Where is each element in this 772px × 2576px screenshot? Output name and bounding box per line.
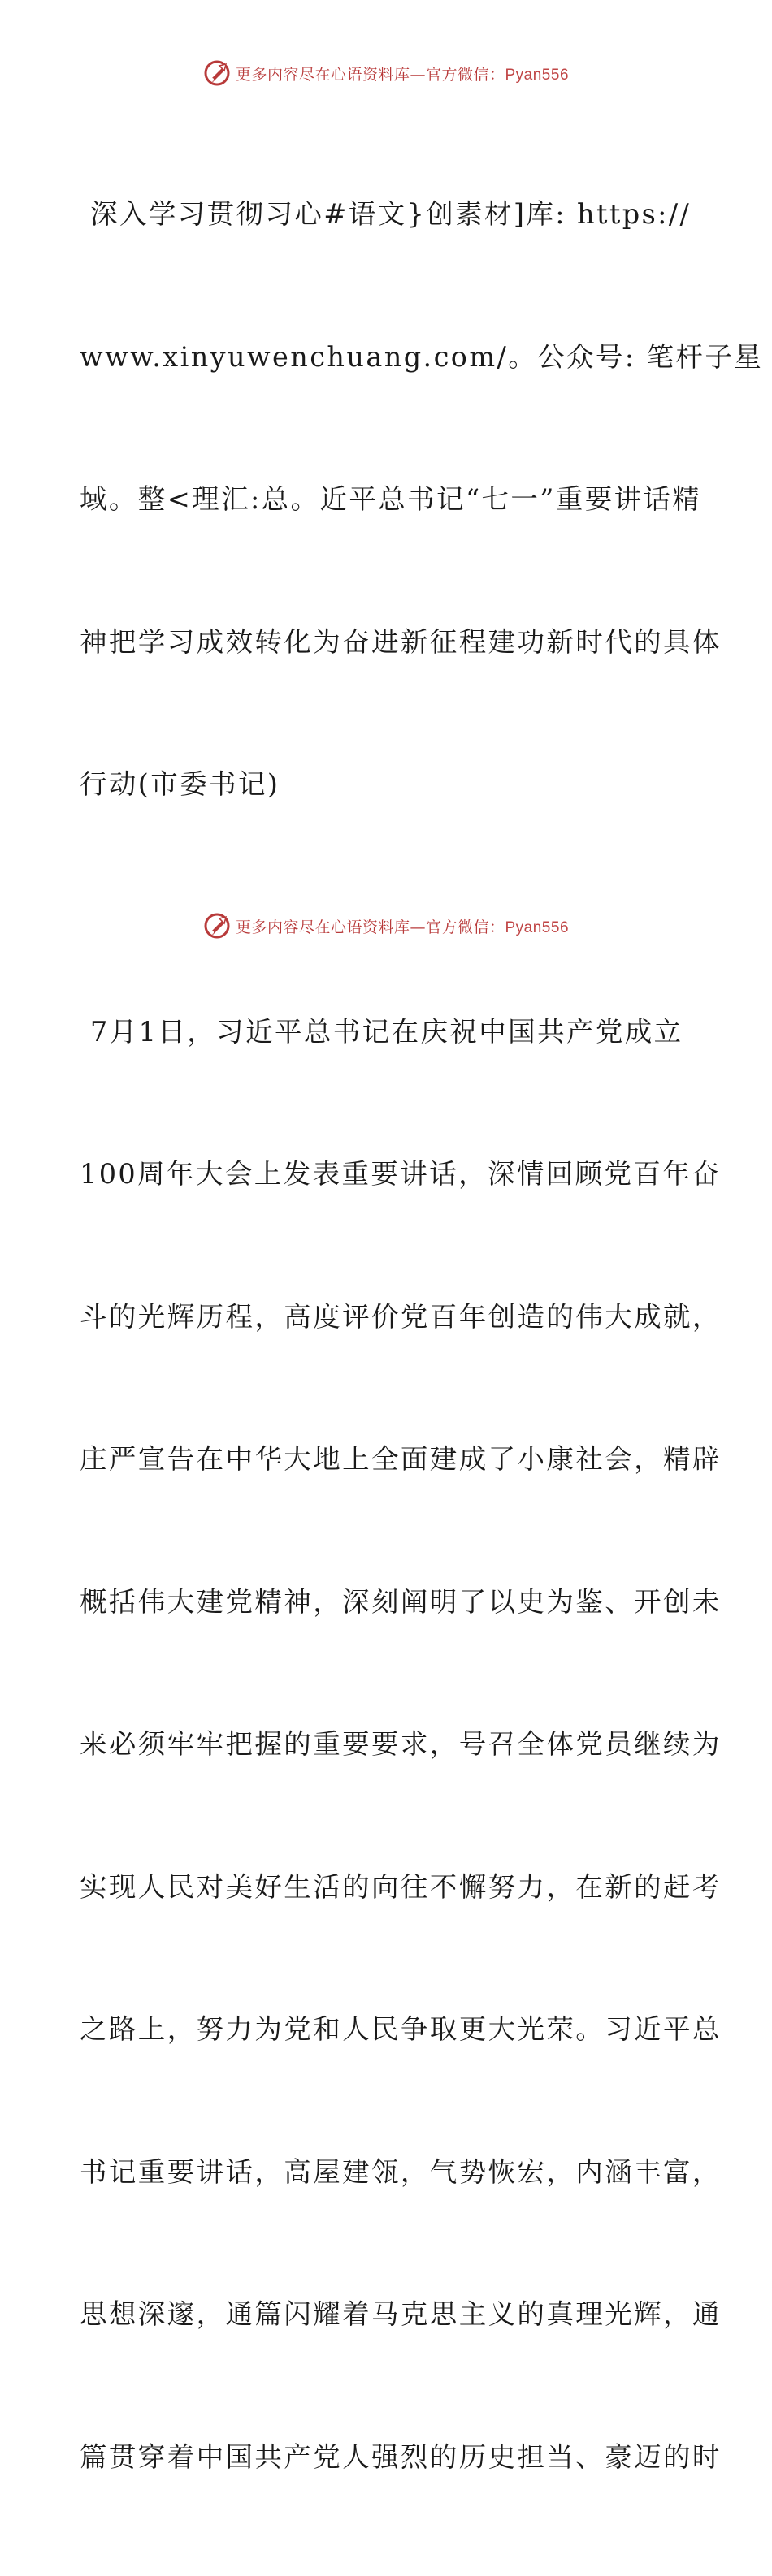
- footer-banner: [0, 910, 772, 942]
- header-wechat-label: 官方微信：: [426, 66, 505, 84]
- text-line: 斗的光辉历程，高度评价党百年创造的伟大成就，: [80, 1294, 691, 1342]
- quill-logo-icon: [203, 912, 231, 940]
- paragraph-intro: [80, 96, 691, 904]
- paragraph-main: [80, 914, 691, 2576]
- text-line: 实现人民对美好生活的向往不懈努力，在新的赶考: [80, 1864, 691, 1912]
- header-banner-text: [236, 63, 569, 84]
- text-line: 来必须牢牢把握的重要要求，号召全体党员继续为: [80, 1721, 691, 1769]
- text-line: 行动(市委书记): [80, 761, 691, 809]
- header-banner-title: 更多内容尽在心语资料库: [236, 66, 410, 84]
- text-line: 深入学习贯彻习心#语文}创素材]库: https://: [80, 191, 691, 239]
- footer-wechat-id: Pyan556: [505, 919, 570, 936]
- text-line: 篇贯穿着中国共产党人强烈的历史担当、豪迈的时: [80, 2434, 691, 2482]
- text-line: 7月1日，习近平总书记在庆祝中国共产党成立: [80, 1009, 691, 1057]
- footer-banner-title: 更多内容尽在心语资料库: [236, 918, 410, 936]
- footer-banner-dash: —: [410, 918, 426, 936]
- text-line: 100周年大会上发表重要讲话，深情回顾党百年奋: [80, 1151, 691, 1199]
- header-banner-dash: —: [410, 66, 426, 84]
- header-wechat-id: Pyan556: [505, 67, 570, 84]
- header-banner: [0, 57, 772, 89]
- footer-wechat-label: 官方微信：: [426, 918, 505, 936]
- quill-logo-icon: [203, 59, 231, 87]
- document-body: [80, 96, 691, 2576]
- text-line: 书记重要讲话，高屋建瓴，气势恢宏，内涵丰富，: [80, 2149, 691, 2197]
- text-line: 域。整<理汇:总。近平总书记“七一”重要讲话精: [80, 476, 691, 524]
- text-line: 之路上，努力为党和人民争取更大光荣。习近平总: [80, 2006, 691, 2054]
- footer-banner-text: [236, 915, 569, 937]
- text-line: 神把学习成效转化为奋进新征程建功新时代的具体: [80, 619, 691, 667]
- text-line: www.xinyuwenchuang.com/。公众号: 笔杆子星: [80, 334, 691, 382]
- text-line: 庄严宣告在中华大地上全面建成了小康社会，精辟: [80, 1436, 691, 1484]
- text-line: 概括伟大建党精神，深刻阐明了以史为鉴、开创未: [80, 1579, 691, 1627]
- text-line: 思想深邃，通篇闪耀着马克思主义的真理光辉，通: [80, 2291, 691, 2339]
